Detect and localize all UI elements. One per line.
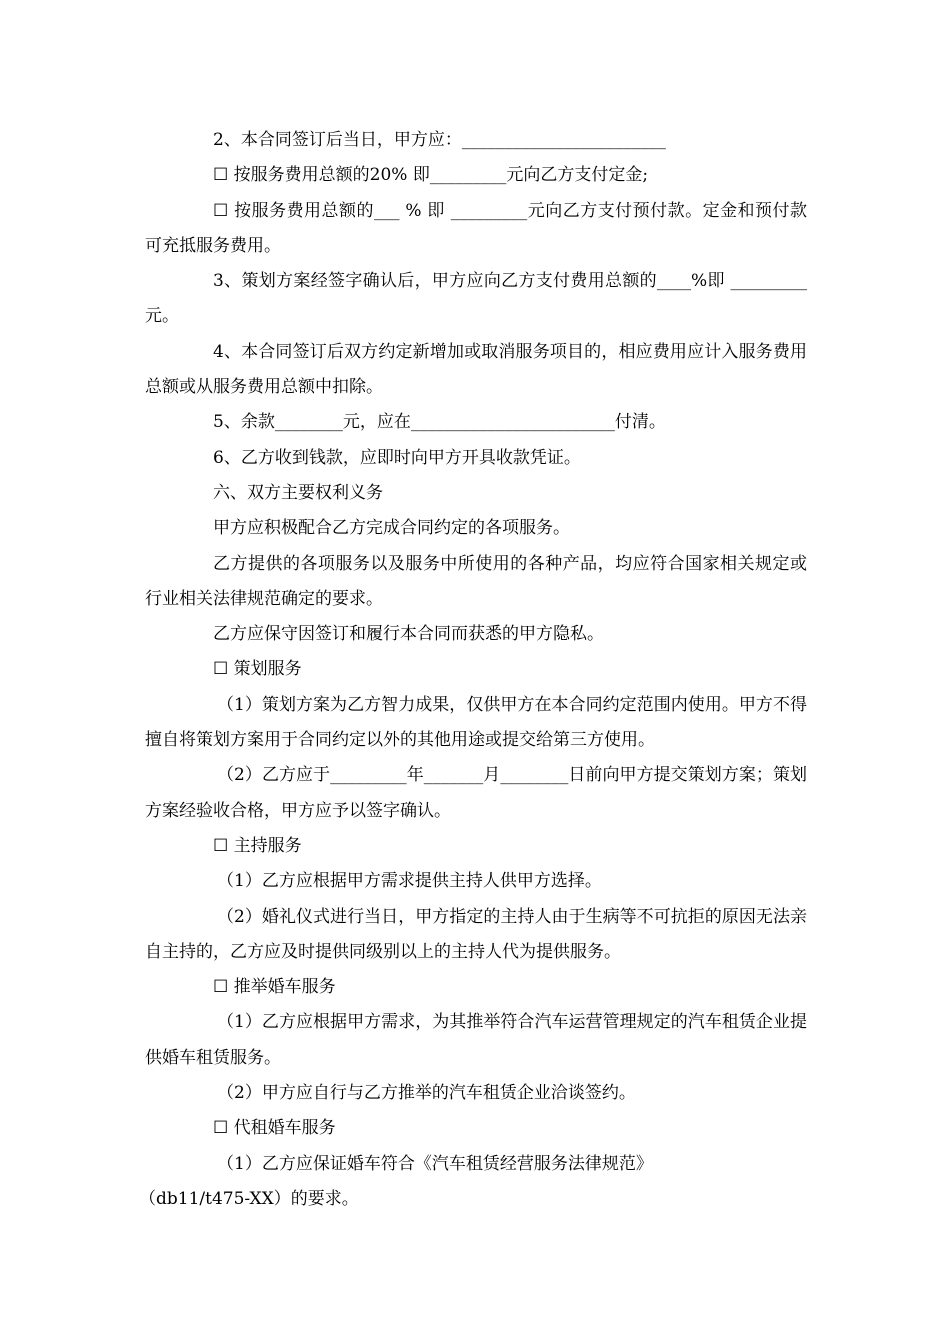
- paragraph: （2）甲方应自行与乙方推举的汽车租赁企业洽谈签约。: [217, 1083, 636, 1104]
- paragraph: （1）策划方案为乙方智力成果，仅供甲方在本合同约定范围内使用。甲方不得擅自将策划方案用于合同约定以外的其他用途或提交给第三方使用。: [145, 694, 807, 751]
- paragraph: （1）乙方应保证婚车符合《汽车租赁经营服务法律规范》: [217, 1153, 653, 1174]
- paragraph: 6、乙方收到钱款，应即时向甲方开具收款凭证。: [213, 447, 581, 468]
- checkbox-item: ☐ 推举婚车服务: [213, 977, 336, 998]
- paragraph: （2）乙方应于_________年_______月________日前向甲方提交策划方案；策划方案经验收合格，甲方应予以签字确认。: [145, 765, 807, 821]
- paragraph: ☐ 按服务费用总额的___ % 即 _________元向乙方支付预付款。定金和预付款可充抵服务费用。: [145, 200, 807, 256]
- paragraph: 乙方应保守因签订和履行本合同而获悉的甲方隐私。: [213, 624, 604, 645]
- checkbox-item: ☐ 策划服务: [213, 659, 302, 680]
- paragraph: 5、余款________元，应在________________________付清。: [213, 412, 666, 433]
- paragraph: 2、本合同签订后当日，甲方应：________________________: [213, 130, 666, 150]
- paragraph: （2）婚礼仪式进行当日，甲方指定的主持人由于生病等不可抗拒的原因无法亲自主持的，乙方应及时提供同级别以上的主持人代为提供服务。: [145, 906, 807, 962]
- paragraph: 3、策划方案经签字确认后，甲方应向乙方支付费用总额的____%即 _________ 元。: [145, 271, 813, 327]
- checkbox-item: ☐ 代租婚车服务: [213, 1118, 336, 1139]
- paragraph: ☐ 按服务费用总额的20% 即_________元向乙方支付定金;: [213, 165, 649, 186]
- document-page: [139, 123, 813, 1217]
- checkbox-item: ☐ 主持服务: [213, 835, 302, 856]
- paragraph: （db11/t475-XX）的要求。: [139, 1188, 359, 1209]
- paragraph: 甲方应积极配合乙方完成合同约定的各项服务。: [213, 518, 570, 539]
- paragraph: （1）乙方应根据甲方需求，为其推举符合汽车运营管理规定的汽车租赁企业提供婚车租赁服务。: [145, 1012, 807, 1068]
- paragraph: 乙方提供的各项服务以及服务中所使用的各种产品，均应符合国家相关规定或行业相关法律规范确定的要求。: [145, 553, 807, 609]
- paragraph: （1）乙方应根据甲方需求提供主持人供甲方选择。: [217, 871, 602, 892]
- section-heading: 六、双方主要权利义务: [213, 482, 383, 503]
- paragraph: 4、本合同签订后双方约定新增加或取消服务项目的，相应费用应计入服务费用总额或从服务费用总额中扣除。: [145, 341, 807, 398]
